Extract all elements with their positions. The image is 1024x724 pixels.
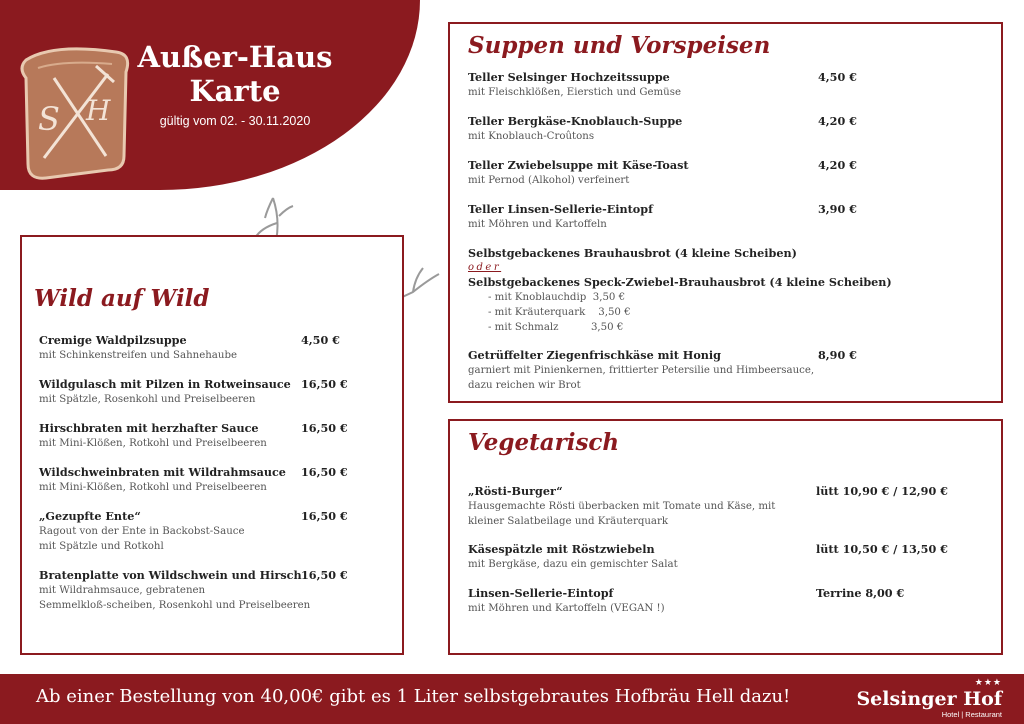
item-name: Teller Zwiebelsuppe mit Käse-Toast [468, 158, 689, 172]
title-line-2: Karte [189, 74, 281, 108]
menu-item [468, 586, 988, 616]
item-desc: kleiner Salatbeilage und Kräuterquark [468, 516, 669, 527]
item-name: Wildschweinbraten mit Wildrahmsauce [39, 465, 286, 479]
addon-line [468, 320, 968, 335]
suppen-title: Suppen und Vorspeisen [468, 32, 771, 59]
item-price: 16,50 € [301, 509, 348, 523]
item-price: 4,50 € [818, 70, 857, 84]
logo-stars-icon: ★★★ [974, 678, 1002, 688]
svg-text:S: S [38, 100, 60, 138]
logo-subtitle: Hotel | Restaurant [941, 710, 1002, 719]
item-name: „Rösti-Burger“ [468, 484, 563, 498]
item-price: 4,20 € [818, 158, 857, 172]
item-desc: mit Mini-Klößen, Rotkohl und Preiselbeeren [39, 482, 267, 493]
menu-item [468, 114, 968, 144]
item-name: Cremige Waldpilzsuppe [39, 333, 187, 347]
item-price: lütt 10,90 € / 12,90 € [816, 484, 948, 498]
addon-price: 3,50 € [592, 292, 626, 303]
addon-line [468, 290, 968, 305]
addon-price: 3,50 € [590, 322, 624, 333]
wild-title: Wild auf Wild [34, 285, 210, 312]
suppen-section [448, 22, 1003, 403]
menu-item [39, 421, 389, 451]
item-desc: garniert mit Pinienkernen, frittierter Petersilie und Himbeersauce, [468, 365, 815, 376]
item-price: 16,50 € [301, 421, 348, 435]
item-name: Selbstgebackenes Brauhausbrot (4 kleine Scheiben) [468, 246, 797, 260]
item-price: 16,50 € [301, 377, 348, 391]
item-price: 4,50 € [301, 333, 340, 347]
menu-item [468, 158, 968, 188]
addon-line [468, 305, 968, 320]
menu-title [125, 40, 345, 128]
item-price: 4,20 € [818, 114, 857, 128]
promo-text: Ab einer Bestellung von 40,00€ gibt es 1 Liter selbstgebrautes Hofbräu Hell dazu! [36, 686, 791, 707]
item-name: Teller Linsen-Sellerie-Eintopf [468, 202, 653, 216]
menu-item [468, 70, 968, 100]
item-desc: Hausgemachte Rösti überbacken mit Tomate und Käse, mit [468, 501, 776, 512]
addon-label: - mit Knoblauchdip [488, 292, 587, 303]
validity-date: gültig vom 02. - 30.11.2020 [159, 114, 311, 128]
menu-item [39, 377, 389, 407]
item-desc: mit Schinkenstreifen und Sahnehaube [39, 350, 237, 361]
menu-item [468, 542, 988, 572]
addon-label: - mit Kräuterquark [488, 307, 586, 318]
item-price: 16,50 € [301, 568, 348, 582]
menu-item [468, 202, 968, 232]
item-name: „Gezupfte Ente“ [39, 509, 141, 523]
item-desc: mit Spätzle, Rosenkohl und Preiselbeeren [39, 394, 256, 405]
item-name: Selbstgebackenes Speck-Zwiebel-Brauhausbrot (4 kleine Scheiben) [468, 275, 892, 289]
item-name: Bratenplatte von Wildschwein und Hirsch [39, 568, 302, 582]
item-price: 16,50 € [301, 465, 348, 479]
vegetarisch-title: Vegetarisch [468, 429, 620, 456]
item-desc: mit Bergkäse, dazu ein gemischter Salat [468, 559, 678, 570]
menu-item [39, 509, 389, 554]
selsinger-hof-logo [856, 678, 1002, 720]
svg-text:H: H [86, 94, 111, 127]
item-name: Getrüffelter Ziegenfrischkäse mit Honig [468, 348, 722, 362]
item-name: Käsespätzle mit Röstzwiebeln [468, 542, 655, 556]
item-desc: mit Fleischklößen, Eierstich und Gemüse [468, 87, 682, 98]
item-price: 8,90 € [818, 348, 857, 362]
crest-scroll-icon [8, 38, 138, 188]
vegetarisch-section [448, 419, 1003, 655]
item-name: Linsen-Sellerie-Eintopf [468, 586, 614, 600]
menu-item [39, 333, 389, 363]
item-desc: mit Mini-Klößen, Rotkohl und Preiselbeeren [39, 438, 267, 449]
item-price: 3,90 € [818, 202, 857, 216]
item-name: Wildgulasch mit Pilzen in Rotweinsauce [39, 377, 291, 391]
addon-label: - mit Schmalz [488, 322, 559, 333]
item-price: lütt 10,50 € / 13,50 € [816, 542, 948, 556]
brot-item [468, 246, 968, 335]
addon-price: 3,50 € [598, 307, 631, 318]
footer-banner [0, 674, 1024, 724]
menu-item [468, 484, 988, 529]
item-desc: Semmelkloß-scheiben, Rosenkohl und Preiselbeeren [39, 600, 311, 611]
item-price: Terrine 8,00 € [816, 586, 905, 600]
item-desc: mit Pernod (Alkohol) verfeinert [468, 175, 630, 186]
title-line-1: Außer-Haus [137, 40, 333, 74]
item-desc: mit Möhren und Kartoffeln (VEGAN !) [468, 603, 665, 614]
item-desc: mit Wildrahmsauce, gebratenen [39, 585, 206, 596]
menu-item [39, 465, 389, 495]
item-desc: Ragout von der Ente in Backobst-Sauce [39, 526, 245, 537]
wild-section [20, 235, 404, 655]
menu-item [39, 568, 389, 613]
item-name: Teller Selsinger Hochzeitssuppe [468, 70, 670, 84]
item-desc: mit Spätzle und Rotkohl [39, 541, 164, 552]
oder-label: oder [468, 262, 502, 273]
item-desc: mit Möhren und Kartoffeln [468, 219, 607, 230]
item-name: Hirschbraten mit herzhafter Sauce [39, 421, 259, 435]
item-desc: mit Knoblauch-Croûtons [468, 131, 595, 142]
item-name: Teller Bergkäse-Knoblauch-Suppe [468, 114, 683, 128]
item-desc: dazu reichen wir Brot [468, 380, 581, 391]
logo-name: Selsinger Hof [856, 688, 1002, 710]
menu-item [468, 348, 968, 393]
